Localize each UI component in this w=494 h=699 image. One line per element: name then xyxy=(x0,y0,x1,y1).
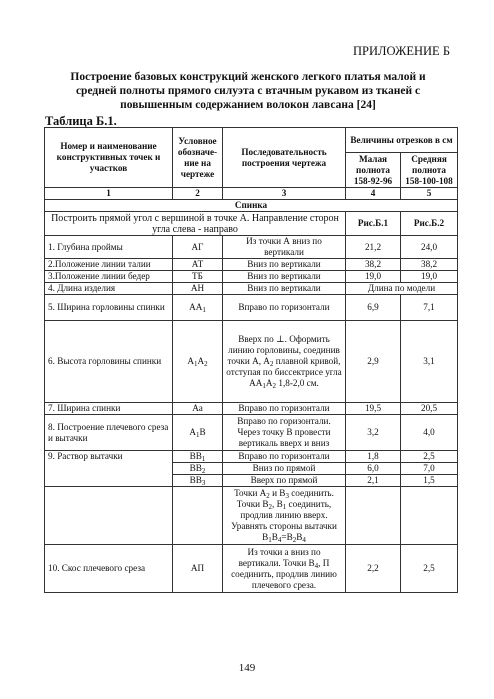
table-row xyxy=(45,212,458,236)
row-desc: Вправо по горизонтали. Через точку В провести вертикаль вверх и вниз xyxy=(223,415,346,451)
desc-text: Вверх по ⊥. Оформить линию горловины, соединив точки А, А xyxy=(227,334,340,366)
desc-subscript: 1 xyxy=(262,382,266,390)
code-subscript: 2 xyxy=(204,360,208,368)
code-text: ВВ xyxy=(189,475,202,485)
row-value-medium: 3,1 xyxy=(401,321,458,403)
row-desc: Вправо по горизонтали xyxy=(223,403,346,415)
row-code: АГ xyxy=(173,236,223,259)
row-name xyxy=(45,487,173,545)
header-sequence: Последовательность построения чертежа xyxy=(223,128,346,188)
row-code: Аа xyxy=(173,403,223,415)
desc-subscript: 4 xyxy=(277,536,282,544)
row-code: ТБ xyxy=(173,271,223,283)
desc-subscript: 3 xyxy=(285,492,289,500)
row-name: 5. Ширина горловины спинки xyxy=(45,295,173,321)
row-name xyxy=(45,463,173,475)
row-desc: Вверх по прямой xyxy=(223,475,346,487)
column-number: 5 xyxy=(401,188,458,200)
row-name: 10. Скос плечевого среза xyxy=(45,545,173,593)
row-desc: Вправо по горизонтали xyxy=(223,295,346,321)
row-value-medium xyxy=(401,487,458,545)
column-number: 4 xyxy=(346,188,401,200)
header-code: Условное обозначе-ние на чертеже xyxy=(173,128,223,188)
row-value-small: 19,5 xyxy=(346,403,401,415)
desc-subscript: 4 xyxy=(302,536,306,544)
row-name: 1. Глубина проймы xyxy=(45,236,173,259)
table-row xyxy=(45,487,458,545)
row-desc xyxy=(223,545,346,593)
desc-subscript: 1 xyxy=(282,503,287,511)
header-name: Номер и наименование конструктивных точек и участков xyxy=(45,128,173,188)
appendix-heading: ПРИЛОЖЕНИЕ Б xyxy=(352,44,450,58)
row-code xyxy=(173,463,223,475)
row-name xyxy=(45,475,173,487)
desc-subscript: 2 xyxy=(266,492,270,500)
code-subscript: 1 xyxy=(196,431,200,439)
code-subscript: 1 xyxy=(201,455,206,463)
row-value-medium: 2,5 xyxy=(401,545,458,593)
row-value-small: 6,0 xyxy=(346,463,401,475)
row-desc xyxy=(223,321,346,403)
desc-text: В xyxy=(296,532,303,542)
row-desc: Вниз по вертикали xyxy=(223,283,346,295)
table-row xyxy=(45,545,458,593)
table-row xyxy=(45,259,458,271)
desc-subscript: 2 xyxy=(268,503,272,511)
code-subscript: 1 xyxy=(202,306,206,314)
header-small-size: Малая полнота 158-92-96 xyxy=(346,153,401,188)
column-number-row xyxy=(45,188,458,200)
row-value-medium: 1,5 xyxy=(401,475,458,487)
title-line: средней полноты прямого силуэта с втачным рукавом из тканей с xyxy=(75,85,421,97)
row-code: АП xyxy=(173,545,223,593)
row-name: 9. Раствор вытачки xyxy=(45,451,173,463)
row-value-span: Длина по модели xyxy=(346,283,458,295)
row-value-small: 1,8 xyxy=(346,451,401,463)
table-row xyxy=(45,271,458,283)
table-label: Таблица Б.1. xyxy=(45,114,117,128)
code-text: А xyxy=(187,356,194,366)
table-row xyxy=(45,463,458,475)
row-value-medium: 2,5 xyxy=(401,451,458,463)
table-row xyxy=(45,475,458,487)
row-desc: Вниз по вертикали xyxy=(223,271,346,283)
title-line: повышенным содержанием волокон лавсана [24] xyxy=(120,99,376,111)
code-text: ВВ xyxy=(189,463,202,473)
intro-text: Построить прямой угол с вершиной в точке А. Направление сторон угла слева - направо xyxy=(45,212,346,236)
desc-text: В xyxy=(271,532,278,542)
row-value-medium: 7,1 xyxy=(401,295,458,321)
header-medium-size: Средняя полнота 158-100-108 xyxy=(401,153,458,188)
title-line: Построение базовых конструкций женского легкого платья малой и xyxy=(70,71,426,83)
row-desc xyxy=(223,487,346,545)
row-name: 3.Положение линии бедер xyxy=(45,271,173,283)
header-row xyxy=(45,128,458,153)
code-text: В xyxy=(199,427,206,437)
desc-text: Точки А xyxy=(234,488,267,498)
table-row xyxy=(45,415,458,451)
desc-subscript: 2 xyxy=(272,382,277,390)
construction-table xyxy=(44,127,458,593)
code-text: АА xyxy=(189,302,203,312)
section-title: Спинка xyxy=(45,200,458,212)
figure-ref: Рис.Б.2 xyxy=(401,212,458,236)
row-value-medium: 7,0 xyxy=(401,463,458,475)
column-number: 3 xyxy=(223,188,346,200)
row-code: АН xyxy=(173,283,223,295)
row-value-small: 2,2 xyxy=(346,545,401,593)
code-subscript: 2 xyxy=(201,467,206,475)
code-text: ВВ xyxy=(189,451,202,461)
page-number: 149 xyxy=(238,662,256,674)
table-row xyxy=(45,283,458,295)
desc-text: соединить, продлив линию вверх. Уравнять стороны вытачки В xyxy=(231,499,337,542)
desc-text: плавной кривой, отступая по биссектрисе угла АА xyxy=(226,356,342,388)
row-desc: Из точки А вниз по вертикали xyxy=(223,236,346,259)
row-code xyxy=(173,451,223,463)
row-value-small xyxy=(346,487,401,545)
desc-subscript: 2 xyxy=(292,536,297,544)
row-value-medium: 4,0 xyxy=(401,415,458,451)
row-name: 8. Построение плечевого среза и вытачки xyxy=(45,415,173,451)
desc-text: =В xyxy=(281,532,293,542)
table-row xyxy=(45,236,458,259)
figure-ref: Рис.Б.1 xyxy=(346,212,401,236)
document-title xyxy=(46,70,450,112)
row-desc: Вправо по горизонтали xyxy=(223,451,346,463)
desc-subscript: 2 xyxy=(269,360,274,368)
desc-text: Из точки а вниз по вертикали. Точки В xyxy=(238,546,321,568)
row-code xyxy=(173,321,223,403)
code-subscript: 1 xyxy=(194,360,198,368)
desc-text: 1,8-2,0 см. xyxy=(276,378,319,388)
row-code xyxy=(173,295,223,321)
row-value-medium: 38,2 xyxy=(401,259,458,271)
table-row xyxy=(45,403,458,415)
row-name: 6. Высота горловины спинки xyxy=(45,321,173,403)
row-value-medium: 19,0 xyxy=(401,271,458,283)
row-value-small: 21,2 xyxy=(346,236,401,259)
code-text: А xyxy=(197,356,205,366)
row-name: 7. Ширина спинки xyxy=(45,403,173,415)
row-desc: Вниз по вертикали xyxy=(223,259,346,271)
desc-subscript: 4 xyxy=(314,561,319,570)
desc-text: , В xyxy=(272,499,283,509)
row-value-small: 2,9 xyxy=(346,321,401,403)
row-code xyxy=(173,475,223,487)
row-code xyxy=(173,415,223,451)
desc-subscript: 1 xyxy=(268,536,272,544)
desc-text: А xyxy=(265,378,273,388)
code-text: А xyxy=(189,427,196,437)
table-row xyxy=(45,321,458,403)
row-value-small: 6,9 xyxy=(346,295,401,321)
section-row xyxy=(45,200,458,212)
column-number: 1 xyxy=(45,188,173,200)
desc-text: и В xyxy=(269,488,286,498)
row-code xyxy=(173,487,223,545)
desc-text: , П соединить, продлив линию плечевого среза. xyxy=(231,557,337,590)
table-row xyxy=(45,295,458,321)
row-value-small: 19,0 xyxy=(346,271,401,283)
row-value-small: 2,1 xyxy=(346,475,401,487)
row-name: 4. Длина изделия xyxy=(45,283,173,295)
row-value-medium: 24,0 xyxy=(401,236,458,259)
row-code: АТ xyxy=(173,259,223,271)
table-row xyxy=(45,451,458,463)
row-value-small: 38,2 xyxy=(346,259,401,271)
row-name: 2.Положение линии талии xyxy=(45,259,173,271)
column-number: 2 xyxy=(173,188,223,200)
row-value-medium: 20,5 xyxy=(401,403,458,415)
row-value-small: 3,2 xyxy=(346,415,401,451)
row-desc: Вниз по прямой xyxy=(223,463,346,475)
code-subscript: 3 xyxy=(201,479,206,487)
header-values: Величины отрезков в см xyxy=(346,128,458,153)
desc-text: соединить. Точки В xyxy=(236,488,334,509)
